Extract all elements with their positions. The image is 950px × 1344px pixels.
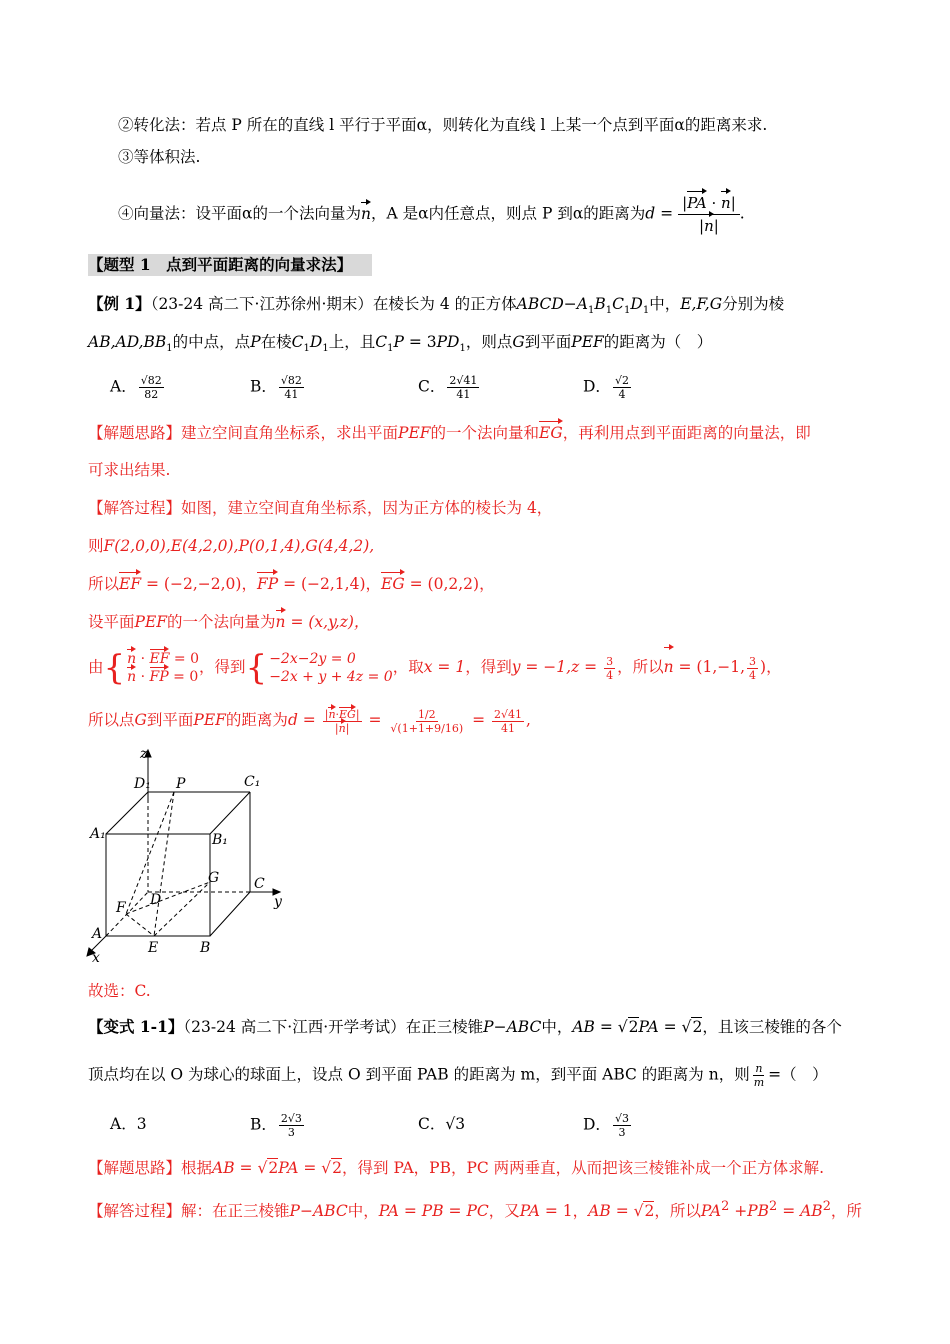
edge-b-c (210, 892, 250, 936)
equation-1: −2x−2y = 0 (269, 651, 356, 667)
example-1-line2-f: 的距离为（ ） (603, 333, 713, 351)
variant-process: 【解答过程】解：在正三棱锥P−ABC中，PA = PB = PC，又PA = 1，AB = √2，所以$PA^2 +PB^2 = AB^2$，所 (88, 1199, 862, 1221)
label-b1: B₁ (212, 832, 228, 848)
variant-label: 【变式 1-1】 (88, 1017, 184, 1036)
variant-line-1: 【变式 1-1】（23-24 高二下·江西·开学考试）在正三棱锥P−ABC中，AB = √2PA = √2，且该三棱锥的各个 (88, 1017, 842, 1036)
equation-2: −2x + y + 4z = 0 (269, 669, 393, 685)
segment-p-e (154, 792, 174, 936)
variant-idea: 【解题思路】根据AB = √2PA = √2，得到 PA，PB，PC 两两垂直，从而把该三棱锥补成一个正方体求解. (88, 1159, 825, 1177)
ef-value: = (−2,−2,0)， (141, 575, 257, 593)
distance-d: d (645, 204, 656, 223)
normal-vector-n: n (360, 204, 371, 223)
normal-xyz: = (x,y,z)， (285, 613, 370, 631)
example-1-source: （23-24 高二下·江苏徐州·期末） (150, 295, 373, 313)
example-1-text-c: 分别为棱 (722, 295, 785, 313)
method-4-text-b: ，A 是α内任意点，则点 P 到α的距离为 (370, 204, 646, 223)
variant-option-c[interactable]: C．√3 (418, 1115, 466, 1133)
label-c1: C₁ (244, 774, 261, 790)
example-1-line2-a: 的中点，点 (172, 333, 251, 351)
idea-text-b: 的一个法向量和 (430, 424, 540, 442)
fp-value: = (−2,1,4)， (278, 575, 382, 593)
proc-label: 【解答过程】 (88, 499, 182, 517)
variant-option-b[interactable]: B． $\frac{2√3}{3}$ (250, 1112, 302, 1139)
variant-line-2: 顶点均在以 O 为球心的球面上，设点 O 到平面 PAB 的距离为 m，到平面 ABC 的距离为 n，则 $\frac{n}{m}$ =（ ） (88, 1062, 828, 1089)
segment-e-g (154, 882, 210, 936)
segment-f-e (126, 914, 154, 936)
label-f: F (116, 900, 126, 916)
method-3-line: ③等体积法. (118, 148, 201, 166)
method-4-line: ④向量法：设平面α的一个法向量为n，A 是α内任意点，则点 P 到α的距离为d = $\frac{|PA \cdot n|}{|n|}$ . (118, 194, 745, 235)
variant-option-d[interactable]: D． $\frac{√3}{3}$ (583, 1112, 629, 1139)
front-face (106, 834, 210, 936)
label-g: G (208, 870, 220, 886)
option-d[interactable]: D． $\frac{√2}{4}$ (583, 374, 629, 401)
label-a1: A₁ (90, 826, 106, 842)
label-z: z (140, 746, 148, 762)
label-d1: D₁ (134, 776, 151, 792)
example-1-idea-line-1: 【解题思路】建立空间直角坐标系，求出平面PEF的一个法向量和EG，再利用点到平面距离的向量法，即 (88, 424, 811, 442)
label-b: B (200, 940, 211, 956)
label-c: C (254, 876, 265, 892)
proc-distance-line: 所以点G到平面PEF的距离为d = $\frac{|n\cdot EG|}{|n|}$ = $\frac{1/2}{√(1+1+9/16)}$ = $\frac{2√41}{41}$ , (88, 707, 531, 735)
option-a[interactable]: A． $\frac{√82}{82}$ (110, 374, 162, 401)
variant-source: （23-24 高二下·江西·开学考试） (183, 1018, 406, 1036)
proc-line-4: 设平面PEF的一个法向量为n = (x,y,z)， (88, 613, 370, 631)
label-x: x (92, 950, 100, 962)
example-1-line-2: $AB,AD,BB_1$的中点，点P在棱$C_1D_1$上，且$C_1P = 3PD_1$，则点G到平面PEF的距离为（ ） (88, 333, 713, 355)
example-1-line2-d: ，则点 (465, 333, 513, 351)
segment-f-g (126, 882, 210, 914)
section-title: 【题型 1 点到平面距离的向量求法】 (88, 255, 353, 274)
example-1-label: 【例 1】 (88, 294, 151, 313)
example-1-line-1: 【例 1】（23-24 高二下·江苏徐州·期末）在棱长为 4 的正方体$ABCD-A_1B_1C_1D_1$中，E,F,G分别为棱 (88, 294, 785, 317)
example-1-text-b: 中， (649, 295, 681, 313)
example-1-line2-e: 到平面 (524, 333, 572, 351)
label-y: y (274, 894, 282, 910)
proc-system-line: 由 { n · EF = 0 n · FP = 0 ，得到 { −2x−2y = 0 −2x + y + 4z = 0 ，取x = 1，得到y = −1,z = $\frac{3}{4}$ ，所以n = (1,−1, $\frac{3}{4}$ )， (88, 648, 782, 688)
cube-figure (86, 742, 296, 962)
final-answer: 故选：C. (88, 982, 151, 1000)
label-e: E (148, 940, 159, 956)
example-1-text-a: 在棱长为 4 的正方体 (372, 295, 517, 313)
option-c[interactable]: C． $\frac{2√41}{41}$ (418, 374, 478, 401)
example-1-line2-b: 在棱 (260, 333, 292, 351)
method-2-line: ②转化法：若点 P 所在的直线 l 平行于平面α，则转化为直线 l 上某一个点到平面α的距离来求. (118, 116, 768, 134)
option-b[interactable]: B． $\frac{√82}{41}$ (250, 374, 302, 401)
example-1-line2-c: 上，且 (328, 333, 376, 351)
proc-line-2: 则F(2,0,0),E(4,2,0),P(0,1,4),G(4,4,2), (88, 537, 375, 555)
proc-line-3: 所以EF = (−2,−2,0)，FP = (−2,1,4)，EG = (0,2,2)， (88, 575, 495, 593)
coords: F(2,0,0),E(4,2,0),P(0,1,4),G(4,4,2), (103, 537, 375, 555)
idea-label: 【解题思路】 (88, 424, 182, 442)
variant-option-a[interactable]: A．3 (110, 1115, 147, 1133)
label-d: D (150, 892, 162, 908)
idea-text-c: ，再利用点到平面距离的向量法，即 (562, 424, 811, 442)
example-1-idea-line-2: 可求出结果. (88, 461, 171, 479)
proc-line-1 (88, 497, 552, 519)
method-4-text-a: ④向量法：设平面α的一个法向量为 (118, 204, 361, 223)
label-a: A (92, 926, 103, 942)
edge-a1-d1 (106, 792, 148, 834)
distance-formula: $\frac{|PA \cdot n|}{|n|}$ (678, 192, 740, 237)
proc-text-1: 如图，建立空间直角坐标系，因为正方体的棱长为 4， (181, 499, 553, 517)
idea-text-a: 建立空间直角坐标系，求出平面 (181, 424, 399, 442)
edge-b1-c1 (210, 792, 250, 834)
eg-value: = (0,2,2)， (404, 575, 495, 593)
label-p: P (176, 776, 186, 792)
